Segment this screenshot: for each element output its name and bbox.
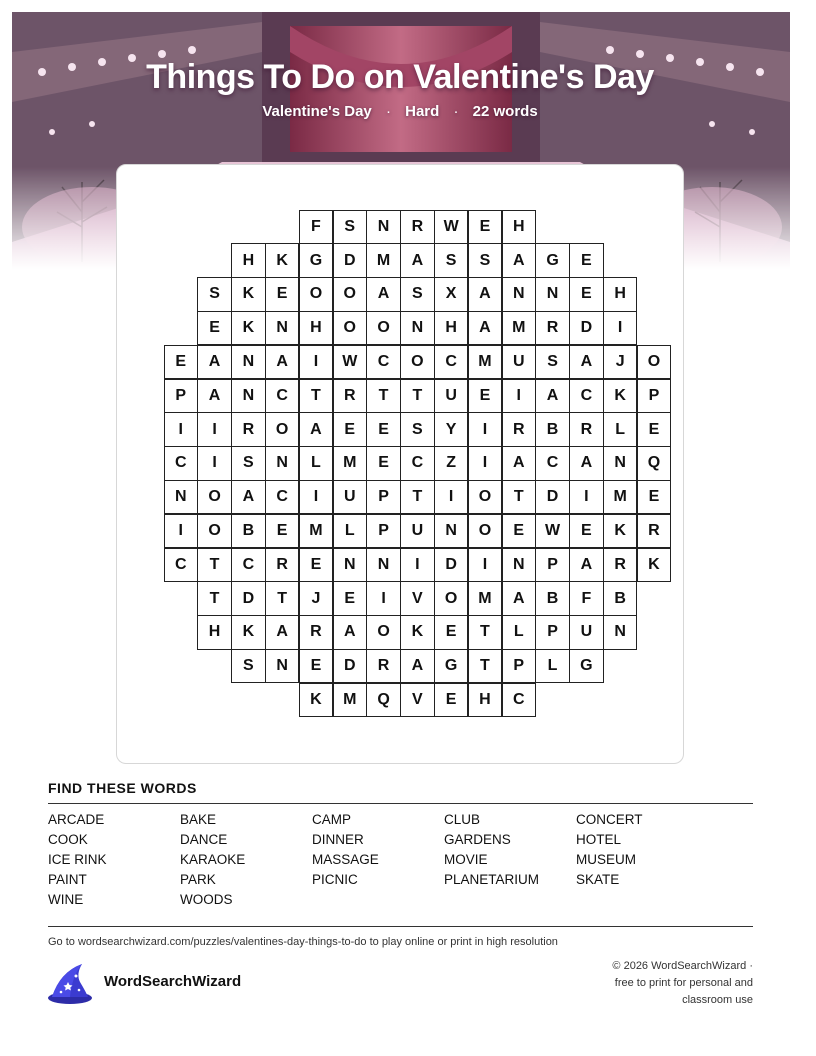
grid-cell: C <box>164 446 199 481</box>
grid-cell: M <box>333 446 368 481</box>
grid-cell: A <box>502 243 537 278</box>
grid-cell: O <box>637 345 672 380</box>
grid-cell: M <box>333 683 368 718</box>
grid-cell: P <box>535 548 570 583</box>
grid-cell: Z <box>434 446 469 481</box>
grid-cell: O <box>366 311 401 346</box>
grid-cell: O <box>265 412 300 447</box>
grid-cell: O <box>333 277 368 312</box>
grid-cell: I <box>569 480 604 515</box>
grid-cell: E <box>265 277 300 312</box>
grid-cell: P <box>164 379 199 414</box>
grid-cell: E <box>468 379 503 414</box>
grid-cell: N <box>265 446 300 481</box>
grid-cell: A <box>400 243 435 278</box>
grid-cell: T <box>502 480 537 515</box>
separator-dot: · <box>453 103 459 120</box>
grid-cell: E <box>366 446 401 481</box>
grid-cell: L <box>535 649 570 684</box>
grid-cell: K <box>400 615 435 650</box>
grid-cell: N <box>231 345 266 380</box>
grid-cell: T <box>197 548 232 583</box>
word-list-item: SKATE <box>576 872 620 887</box>
grid-cell: D <box>231 581 266 616</box>
word-list-item: CAMP <box>312 812 352 827</box>
grid-cell: I <box>299 345 334 380</box>
grid-cell: R <box>299 615 334 650</box>
wizard-hat-icon <box>46 962 94 1006</box>
grid-cell: O <box>468 514 503 549</box>
grid-cell: K <box>231 311 266 346</box>
grid-cell: L <box>502 615 537 650</box>
grid-cell: R <box>265 548 300 583</box>
grid-cell: R <box>333 379 368 414</box>
grid-cell: B <box>603 581 638 616</box>
grid-cell: I <box>164 514 199 549</box>
grid-cell: A <box>366 277 401 312</box>
grid-cell: N <box>502 277 537 312</box>
grid-cell: A <box>502 581 537 616</box>
grid-cell: J <box>299 581 334 616</box>
grid-cell: A <box>197 379 232 414</box>
grid-cell: E <box>164 345 199 380</box>
grid-cell: T <box>400 480 435 515</box>
grid-cell: C <box>535 446 570 481</box>
word-list-item: MUSEUM <box>576 852 636 867</box>
grid-cell: A <box>231 480 266 515</box>
grid-cell: L <box>603 412 638 447</box>
word-list-item: PICNIC <box>312 872 358 887</box>
grid-cell: M <box>366 243 401 278</box>
grid-cell: L <box>333 514 368 549</box>
grid-cell: S <box>231 649 266 684</box>
word-list-item: PARK <box>180 872 216 887</box>
grid-cell: A <box>197 345 232 380</box>
grid-cell: R <box>366 649 401 684</box>
grid-cell: N <box>164 480 199 515</box>
grid-cell: E <box>569 514 604 549</box>
category-label: Valentine's Day <box>262 103 372 120</box>
grid-cell: S <box>231 446 266 481</box>
copyright-line: classroom use <box>682 994 753 1006</box>
grid-cell: U <box>569 615 604 650</box>
grid-cell: E <box>197 311 232 346</box>
grid-cell: D <box>333 649 368 684</box>
grid-cell: A <box>468 277 503 312</box>
grid-cell: E <box>468 210 503 245</box>
word-list-item: CLUB <box>444 812 481 827</box>
grid-cell: R <box>231 412 266 447</box>
grid-cell: E <box>299 649 334 684</box>
grid-cell: Q <box>366 683 401 718</box>
grid-cell: U <box>400 514 435 549</box>
brand-name: WordSearchWizard <box>104 973 242 990</box>
grid-cell: T <box>299 379 334 414</box>
grid-cell: J <box>603 345 638 380</box>
grid-cell: S <box>400 277 435 312</box>
word-list-item: GARDENS <box>444 832 511 847</box>
grid-cell: M <box>299 514 334 549</box>
word-list-item: PLANETARIUM <box>444 872 540 887</box>
grid-cell: C <box>400 446 435 481</box>
divider <box>48 926 753 927</box>
grid-cell: P <box>366 514 401 549</box>
grid-cell: B <box>535 581 570 616</box>
grid-cell: T <box>265 581 300 616</box>
grid-cell: U <box>434 379 469 414</box>
grid-cell: P <box>535 615 570 650</box>
grid-cell: H <box>299 311 334 346</box>
word-list-item: PAINT <box>48 872 87 887</box>
grid-cell: G <box>434 649 469 684</box>
grid-cell: T <box>366 379 401 414</box>
grid-cell: H <box>197 615 232 650</box>
grid-cell: E <box>569 277 604 312</box>
grid-cell: E <box>502 514 537 549</box>
grid-cell: N <box>400 311 435 346</box>
word-list-item: HOTEL <box>576 832 622 847</box>
grid-cell: E <box>333 581 368 616</box>
grid-cell: N <box>265 649 300 684</box>
grid-cell: T <box>197 581 232 616</box>
grid-cell: H <box>231 243 266 278</box>
letter-grid <box>164 210 672 720</box>
grid-cell: Q <box>637 446 672 481</box>
grid-cell: D <box>535 480 570 515</box>
grid-cell: N <box>265 311 300 346</box>
grid-cell: A <box>569 446 604 481</box>
grid-cell: H <box>434 311 469 346</box>
grid-cell: A <box>569 548 604 583</box>
grid-cell: O <box>434 581 469 616</box>
grid-cell: W <box>434 210 469 245</box>
grid-cell: K <box>637 548 672 583</box>
grid-cell: P <box>366 480 401 515</box>
word-list-item: KARAOKE <box>180 852 246 867</box>
grid-cell: E <box>333 412 368 447</box>
grid-cell: H <box>468 683 503 718</box>
puzzle-subtitle <box>0 103 800 120</box>
grid-cell: W <box>535 514 570 549</box>
word-list-item: CONCERT <box>576 812 643 827</box>
grid-cell: C <box>569 379 604 414</box>
grid-cell: C <box>231 548 266 583</box>
grid-cell: O <box>333 311 368 346</box>
divider <box>48 803 753 804</box>
grid-cell: C <box>434 345 469 380</box>
word-list-item: COOK <box>48 832 88 847</box>
grid-cell: K <box>231 615 266 650</box>
grid-cell: K <box>299 683 334 718</box>
grid-cell: H <box>603 277 638 312</box>
word-list-item: BAKE <box>180 812 217 827</box>
grid-cell: P <box>637 379 672 414</box>
grid-cell: A <box>265 345 300 380</box>
grid-cell: V <box>400 683 435 718</box>
grid-cell: N <box>535 277 570 312</box>
grid-cell: H <box>502 210 537 245</box>
word-list-title: FIND THESE WORDS <box>48 780 197 796</box>
grid-cell: S <box>434 243 469 278</box>
grid-cell: S <box>197 277 232 312</box>
grid-cell: G <box>535 243 570 278</box>
grid-cell: L <box>299 446 334 481</box>
grid-cell: I <box>197 412 232 447</box>
grid-cell: C <box>366 345 401 380</box>
footer-url-text: Go to wordsearchwizard.com/puzzles/valentines-day-things-to-do to play online or print in high resolution <box>48 936 558 948</box>
grid-cell: S <box>333 210 368 245</box>
grid-cell: T <box>400 379 435 414</box>
grid-cell: V <box>400 581 435 616</box>
grid-cell: M <box>468 345 503 380</box>
grid-cell: I <box>603 311 638 346</box>
grid-cell: O <box>197 480 232 515</box>
grid-cell: U <box>333 480 368 515</box>
copyright-text <box>553 958 753 1009</box>
grid-cell: O <box>468 480 503 515</box>
grid-cell: W <box>333 345 368 380</box>
grid-cell: A <box>569 345 604 380</box>
grid-cell: A <box>265 615 300 650</box>
grid-cell: K <box>231 277 266 312</box>
grid-cell: S <box>400 412 435 447</box>
grid-cell: E <box>434 683 469 718</box>
grid-cell: Y <box>434 412 469 447</box>
grid-cell: E <box>637 480 672 515</box>
puzzle-title: Things To Do on Valentine's Day <box>146 58 654 96</box>
grid-cell: G <box>569 649 604 684</box>
grid-cell: E <box>569 243 604 278</box>
grid-cell: N <box>434 514 469 549</box>
grid-cell: I <box>164 412 199 447</box>
grid-cell: R <box>535 311 570 346</box>
copyright-line: free to print for personal and <box>614 977 753 989</box>
grid-cell: B <box>535 412 570 447</box>
grid-cell: D <box>569 311 604 346</box>
word-list-item: MASSAGE <box>312 852 379 867</box>
grid-cell: M <box>502 311 537 346</box>
grid-cell: I <box>468 548 503 583</box>
grid-cell: N <box>603 446 638 481</box>
grid-cell: M <box>603 480 638 515</box>
grid-cell: A <box>468 311 503 346</box>
grid-cell: K <box>603 379 638 414</box>
word-list-item: WOODS <box>180 892 233 907</box>
copyright-line: © 2026 WordSearchWizard · <box>612 960 753 972</box>
grid-cell: A <box>502 446 537 481</box>
grid-cell: F <box>299 210 334 245</box>
grid-cell: S <box>535 345 570 380</box>
grid-cell: F <box>569 581 604 616</box>
word-list-item: DINNER <box>312 832 364 847</box>
grid-cell: E <box>299 548 334 583</box>
difficulty-label: Hard <box>405 103 440 120</box>
grid-cell: R <box>502 412 537 447</box>
grid-cell: A <box>299 412 334 447</box>
grid-cell: S <box>468 243 503 278</box>
word-list-item: ARCADE <box>48 812 105 827</box>
separator-dot: · <box>385 103 391 120</box>
grid-cell: C <box>502 683 537 718</box>
grid-cell: I <box>366 581 401 616</box>
grid-cell: M <box>468 581 503 616</box>
grid-cell: C <box>265 480 300 515</box>
grid-cell: N <box>333 548 368 583</box>
grid-cell: R <box>603 548 638 583</box>
grid-cell: E <box>434 615 469 650</box>
grid-cell: U <box>502 345 537 380</box>
word-count-label: 22 words <box>472 103 538 120</box>
word-list-item: WINE <box>48 892 84 907</box>
grid-cell: O <box>299 277 334 312</box>
grid-cell: D <box>434 548 469 583</box>
grid-cell: E <box>366 412 401 447</box>
grid-cell: N <box>603 615 638 650</box>
grid-cell: O <box>197 514 232 549</box>
grid-cell: I <box>468 446 503 481</box>
grid-cell: I <box>434 480 469 515</box>
grid-cell: D <box>333 243 368 278</box>
grid-cell: A <box>333 615 368 650</box>
grid-cell: I <box>502 379 537 414</box>
grid-cell: T <box>468 649 503 684</box>
grid-cell: T <box>468 615 503 650</box>
grid-cell: P <box>502 649 537 684</box>
grid-cell: N <box>231 379 266 414</box>
grid-cell: C <box>164 548 199 583</box>
grid-cell: X <box>434 277 469 312</box>
grid-cell: N <box>366 210 401 245</box>
grid-cell: R <box>400 210 435 245</box>
grid-cell: A <box>400 649 435 684</box>
grid-cell: R <box>569 412 604 447</box>
grid-cell: N <box>366 548 401 583</box>
grid-cell: I <box>197 446 232 481</box>
grid-cell: N <box>502 548 537 583</box>
grid-cell: C <box>265 379 300 414</box>
grid-cell: K <box>603 514 638 549</box>
grid-cell: I <box>400 548 435 583</box>
word-list-item: DANCE <box>180 832 228 847</box>
word-list-item: ICE RINK <box>48 852 107 867</box>
grid-cell: K <box>265 243 300 278</box>
grid-cell: I <box>299 480 334 515</box>
grid-cell: E <box>265 514 300 549</box>
grid-cell: R <box>637 514 672 549</box>
grid-cell: O <box>400 345 435 380</box>
grid-cell: A <box>535 379 570 414</box>
grid-cell: O <box>366 615 401 650</box>
grid-cell: I <box>468 412 503 447</box>
grid-cell: B <box>231 514 266 549</box>
grid-cell: G <box>299 243 334 278</box>
grid-cell: E <box>637 412 672 447</box>
word-list-item: MOVIE <box>444 852 488 867</box>
